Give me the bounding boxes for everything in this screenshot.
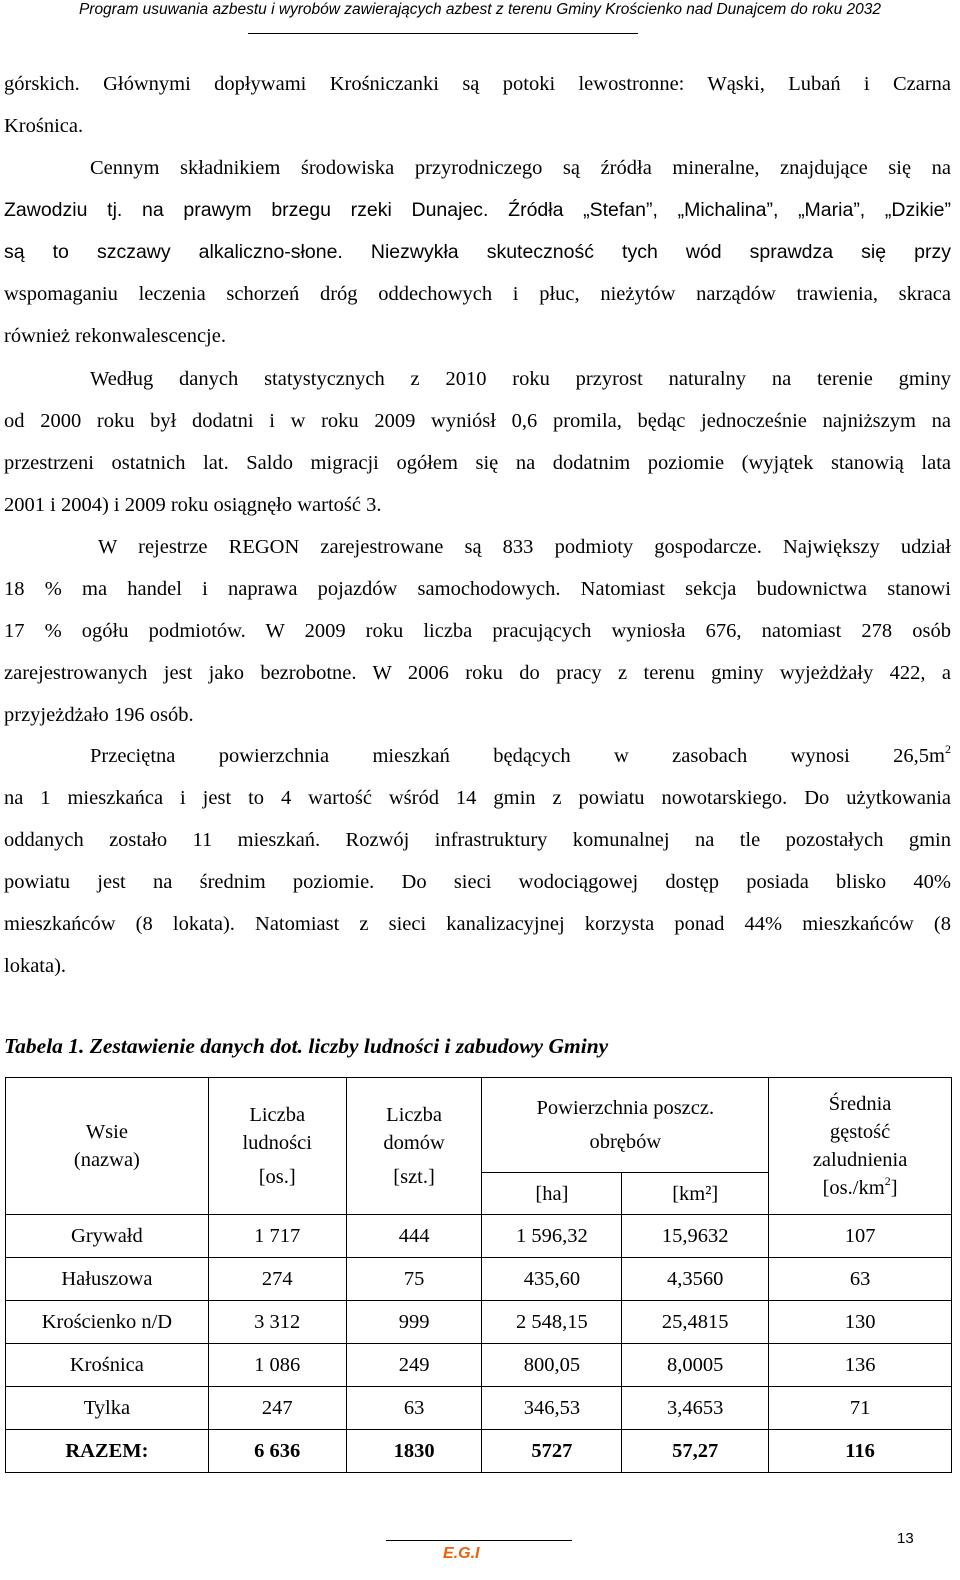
table-total-row bbox=[6, 1430, 952, 1473]
text-line: od 2000 roku był dodatni i w roku 2009 wyniósł 0,6 promila, będąc jednocześnie najniższym na bbox=[4, 410, 951, 432]
header-text: Średnia bbox=[828, 1093, 892, 1115]
paragraph-1 bbox=[4, 63, 951, 147]
table-cell: 4,3560 bbox=[622, 1258, 769, 1301]
header-text: ludności bbox=[242, 1132, 312, 1154]
table-row bbox=[6, 1344, 952, 1387]
text-run: Przeciętna powierzchnia mieszkań będących w zasobach wynosi 26,5m bbox=[90, 745, 945, 767]
header-powierzchnia bbox=[482, 1078, 769, 1173]
paragraph-2 bbox=[4, 147, 951, 357]
header-text: [os.] bbox=[258, 1166, 296, 1188]
text-line: wspomaganiu leczenia schorzeń dróg oddechowych i płuc, nieżytów narządów trawienia, skraca bbox=[4, 283, 951, 305]
footer-rule bbox=[386, 1540, 572, 1541]
header-text: Liczba bbox=[386, 1104, 442, 1126]
table-cell: Krościenko n/D bbox=[6, 1301, 209, 1344]
table-cell: 1 717 bbox=[208, 1215, 346, 1258]
superscript: 2 bbox=[945, 742, 951, 756]
text-line: W rejestrze REGON zarejestrowane są 833 podmioty gospodarcze. Największy udział bbox=[98, 536, 951, 558]
text-line: powiatu jest na średnim poziomie. Do sieci wodociągowej dostęp posiada blisko 40% bbox=[4, 871, 951, 893]
table-cell: Tylka bbox=[6, 1387, 209, 1430]
text-line bbox=[4, 735, 951, 777]
table-cell: 5727 bbox=[482, 1430, 622, 1473]
table-cell: 247 bbox=[208, 1387, 346, 1430]
text-line: 18 % ma handel i naprawa pojazdów samochodowych. Natomiast sekcja budownictwa stanowi bbox=[4, 578, 951, 600]
table-cell: 6 636 bbox=[208, 1430, 346, 1473]
table-body bbox=[6, 1215, 952, 1473]
table-row bbox=[6, 1301, 952, 1344]
text-line: Cennym składnikiem środowiska przyrodniczego są źródła mineralne, znajdujące się na bbox=[90, 157, 951, 179]
table-cell: 63 bbox=[769, 1258, 952, 1301]
header-text: domów bbox=[383, 1132, 445, 1154]
paragraph-3 bbox=[4, 358, 951, 526]
table-cell: Krośnica bbox=[6, 1344, 209, 1387]
table-cell: 999 bbox=[346, 1301, 482, 1344]
table-cell: 346,53 bbox=[482, 1387, 622, 1430]
table-cell: 2 548,15 bbox=[482, 1301, 622, 1344]
header-text: obrębów bbox=[589, 1131, 662, 1153]
page-header bbox=[0, 0, 960, 19]
header-text: ] bbox=[890, 1177, 898, 1199]
population-table bbox=[5, 1077, 952, 1473]
page-number: 13 bbox=[897, 1530, 914, 1547]
table-cell: 444 bbox=[346, 1215, 482, 1258]
text-line: przestrzeni ostatnich lat. Saldo migracji ogółem się na dodatnim poziomie (wyjątek stanowią lata bbox=[4, 452, 951, 474]
table-cell: 800,05 bbox=[482, 1344, 622, 1387]
header-gestosc bbox=[769, 1078, 952, 1215]
header-text: Wsie bbox=[85, 1121, 128, 1143]
table-cell: 3,4653 bbox=[622, 1387, 769, 1430]
table-cell: 63 bbox=[346, 1387, 482, 1430]
table-cell: Grywałd bbox=[6, 1215, 209, 1258]
header-wsie bbox=[6, 1078, 209, 1215]
table-cell: 57,27 bbox=[622, 1430, 769, 1473]
paragraph-4 bbox=[4, 526, 951, 736]
table-cell: RAZEM: bbox=[6, 1430, 209, 1473]
paragraph-5 bbox=[4, 735, 951, 987]
table-cell: 1830 bbox=[346, 1430, 482, 1473]
table-cell: 116 bbox=[769, 1430, 952, 1473]
text-line: mieszkańców (8 lokata). Natomiast z sieci kanalizacyjnej korzysta ponad 44% mieszkańców (8 bbox=[4, 913, 951, 935]
text-line: są to szczawy alkaliczno-słone. Niezwykła skuteczność tych wód sprawdza się przy bbox=[4, 241, 951, 263]
text-line: Zawodziu tj. na prawym brzegu rzeki Dunajec. Źródła „Stefan”, „Michalina”, „Maria”, „Dzikie” bbox=[4, 199, 951, 221]
header-text: Liczba bbox=[249, 1104, 306, 1126]
header-text: [os./km bbox=[822, 1177, 885, 1199]
table-cell: 1 086 bbox=[208, 1344, 346, 1387]
table-cell: 130 bbox=[769, 1301, 952, 1344]
table-cell: 71 bbox=[769, 1387, 952, 1430]
table-cell: Hałuszowa bbox=[6, 1258, 209, 1301]
header-rule bbox=[248, 33, 638, 34]
text-line: lokata). bbox=[4, 955, 67, 977]
footer-logo: E.G.I bbox=[443, 1545, 480, 1562]
table-cell: 15,9632 bbox=[622, 1215, 769, 1258]
table-header-row bbox=[6, 1078, 952, 1173]
header-text: zaludnienia bbox=[812, 1149, 908, 1171]
text-line: 2001 i 2004) i 2009 roku osiągnęło wartość 3. bbox=[4, 494, 382, 516]
table-cell: 136 bbox=[769, 1344, 952, 1387]
text-line: oddanych zostało 11 mieszkań. Rozwój infrastruktury komunalnej na tle pozostałych gmin bbox=[4, 829, 951, 851]
header-text: [szt.] bbox=[393, 1166, 435, 1188]
header-text: Powierzchnia poszcz. bbox=[536, 1097, 715, 1119]
text-line: również rekonwalescencje. bbox=[4, 325, 226, 347]
header-text: (nazwa) bbox=[73, 1149, 140, 1171]
header-ha: [ha] bbox=[482, 1173, 622, 1215]
table-cell: 274 bbox=[208, 1258, 346, 1301]
text-line: Krośnica. bbox=[4, 115, 84, 137]
table-cell: 3 312 bbox=[208, 1301, 346, 1344]
text-line: 17 % ogółu podmiotów. W 2009 roku liczba pracujących wyniosła 676, natomiast 278 osób bbox=[4, 620, 951, 642]
text-line: przyjeżdżało 196 osób. bbox=[4, 704, 194, 726]
table-cell: 25,4815 bbox=[622, 1301, 769, 1344]
header-title: Program usuwania azbestu i wyrobów zawierających azbest z terenu Gminy Krościenko nad Dunajcem do roku 2032 bbox=[78, 1, 882, 18]
table-cell: 8,0005 bbox=[622, 1344, 769, 1387]
table-cell: 1 596,32 bbox=[482, 1215, 622, 1258]
superscript: 2 bbox=[884, 1174, 891, 1188]
table-caption: Tabela 1. Zestawienie danych dot. liczby ludności i zabudowy Gminy bbox=[4, 1034, 609, 1058]
text-line: Według danych statystycznych z 2010 roku przyrost naturalny na terenie gminy bbox=[90, 368, 951, 390]
text-line: na 1 mieszkańca i jest to 4 wartość wśród 14 gmin z powiatu nowotarskiego. Do użytkowania bbox=[4, 787, 951, 809]
header-unit bbox=[769, 1174, 951, 1202]
header-km2: [km²] bbox=[622, 1173, 769, 1215]
header-ludnosc bbox=[208, 1078, 346, 1215]
table-cell: 75 bbox=[346, 1258, 482, 1301]
table-row bbox=[6, 1387, 952, 1430]
header-domy bbox=[346, 1078, 482, 1215]
table-cell: 249 bbox=[346, 1344, 482, 1387]
table-row bbox=[6, 1215, 952, 1258]
header-text: gęstość bbox=[829, 1121, 891, 1143]
table-cell: 435,60 bbox=[482, 1258, 622, 1301]
text-line: górskich. Głównymi dopływami Krośniczanki są potoki lewostronne: Wąski, Lubań i Czarna bbox=[4, 73, 951, 95]
text-line: zarejestrowanych jest jako bezrobotne. W 2006 roku do pracy z terenu gminy wyjeżdżały 422, a bbox=[4, 662, 951, 684]
table-cell: 107 bbox=[769, 1215, 952, 1258]
table-row bbox=[6, 1258, 952, 1301]
